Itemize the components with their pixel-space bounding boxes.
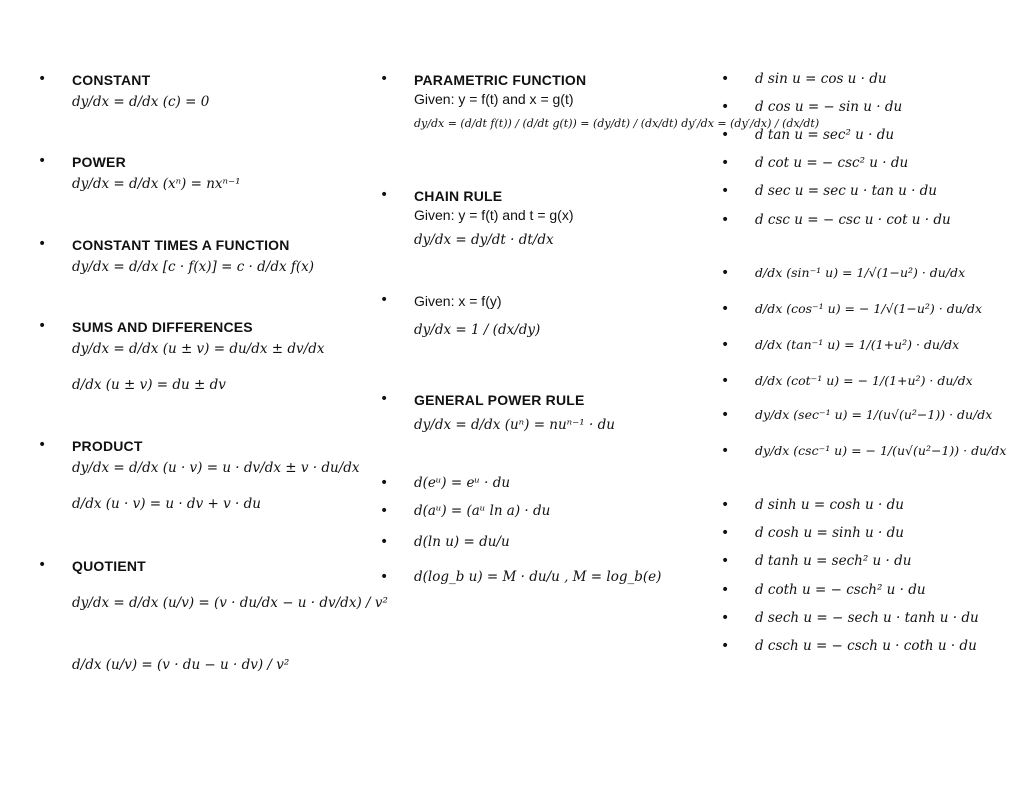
bullet: • xyxy=(721,127,730,143)
formula: d/dx (tan⁻¹ u) = 1/(1+u²) · du/dx xyxy=(755,337,960,352)
bullet: • xyxy=(721,337,730,353)
bullet: • xyxy=(721,99,730,115)
bullet: • xyxy=(38,557,47,573)
given-text: Given: x = f(y) xyxy=(414,293,502,309)
rule-title: PARAMETRIC FUNCTION xyxy=(414,72,587,88)
formula: d(ln u) = du/u xyxy=(414,534,510,550)
formula: d/dx (u/v) = (v · du − u · dv) / v² xyxy=(72,657,290,673)
bullet: • xyxy=(380,187,389,203)
formula: dy/dx (csc⁻¹ u) = − 1/(u√(u²−1)) · du/dx xyxy=(755,443,1007,458)
formula: d csch u = − csch u · coth u · du xyxy=(755,638,977,654)
bullet: • xyxy=(380,503,389,519)
bullet: • xyxy=(721,582,730,598)
bullet: • xyxy=(721,553,730,569)
bullet: • xyxy=(38,153,47,169)
bullet: • xyxy=(721,497,730,513)
rule-title: PRODUCT xyxy=(72,438,143,454)
bullet: • xyxy=(721,373,730,389)
formula: d cos u = − sin u · du xyxy=(755,99,903,115)
formula: d(log_b u) = M · du/u , M = log_b(e) xyxy=(414,569,662,585)
bullet: • xyxy=(721,638,730,654)
formula: d cot u = − csc² u · du xyxy=(755,155,909,171)
formula: dy/dx = d/dx (u ± v) = du/dx ± dv/dx xyxy=(72,341,325,357)
formula: dy/dx = d/dx (u · v) = u · dv/dx ± v · du/dx xyxy=(72,460,360,476)
rule-title: CHAIN RULE xyxy=(414,188,503,204)
formula: d sinh u = cosh u · du xyxy=(755,497,904,513)
formula: d/dx (sin⁻¹ u) = 1/√(1−u²) · du/dx xyxy=(755,265,966,280)
rule-title: QUOTIENT xyxy=(72,558,146,574)
formula: d tanh u = sech² u · du xyxy=(755,553,912,569)
formula: dy/dx = 1 / (dx/dy) xyxy=(414,322,541,338)
bullet: • xyxy=(38,437,47,453)
bullet: • xyxy=(721,301,730,317)
formula: d/dx (u · v) = u · dv + v · du xyxy=(72,496,261,512)
formula: d csc u = − csc u · cot u · du xyxy=(755,212,951,228)
formula: d/dx (cos⁻¹ u) = − 1/√(1−u²) · du/dx xyxy=(755,301,983,316)
bullet: • xyxy=(721,265,730,281)
rule-title: GENERAL POWER RULE xyxy=(414,392,585,408)
formula: d tan u = sec² u · du xyxy=(755,127,895,143)
bullet: • xyxy=(721,407,730,423)
formula: dy/dx = d/dx (xⁿ) = nxⁿ⁻¹ xyxy=(72,176,241,192)
formula: d coth u = − csch² u · du xyxy=(755,582,926,598)
formula: d sech u = − sech u · tanh u · du xyxy=(755,610,979,626)
bullet: • xyxy=(380,534,389,550)
formula: d sec u = sec u · tan u · du xyxy=(755,183,937,199)
formula: d/dx (cot⁻¹ u) = − 1/(1+u²) · du/dx xyxy=(755,373,973,388)
bullet: • xyxy=(721,610,730,626)
rule-title: POWER xyxy=(72,154,126,170)
bullet: • xyxy=(380,71,389,87)
formula: d(eᵘ) = eᵘ · du xyxy=(414,475,511,491)
formula: d/dx (u ± v) = du ± dv xyxy=(72,377,226,393)
bullet: • xyxy=(721,525,730,541)
bullet: • xyxy=(380,292,389,308)
formula: d sin u = cos u · du xyxy=(755,71,887,87)
bullet: • xyxy=(380,475,389,491)
bullet: • xyxy=(380,391,389,407)
formula: dy/dx = d/dx (uⁿ) = nuⁿ⁻¹ · du xyxy=(414,417,615,433)
bullet: • xyxy=(38,318,47,334)
formula: dy/dx = d/dx [c · f(x)] = c · d/dx f(x) xyxy=(72,259,315,275)
bullet: • xyxy=(721,71,730,87)
bullet: • xyxy=(721,212,730,228)
formula: dy/dx = (d/dt f(t)) / (d/dt g(t)) = (dy/dt) / (dx/dt) dy′/dx = (dy′/dx) / (dx/dt) xyxy=(414,117,820,130)
bullet: • xyxy=(721,183,730,199)
rule-title: CONSTANT xyxy=(72,72,151,88)
given-text: Given: y = f(t) and x = g(t) xyxy=(414,91,574,107)
formula: d cosh u = sinh u · du xyxy=(755,525,904,541)
formula: dy/dx = dy/dt · dt/dx xyxy=(414,232,554,248)
bullet: • xyxy=(721,443,730,459)
bullet: • xyxy=(380,569,389,585)
formula: dy/dx = d/dx (u/v) = (v · du/dx − u · dv/dx) / v² xyxy=(72,595,388,611)
formula: dy/dx = d/dx (c) = 0 xyxy=(72,94,210,110)
rule-title: SUMS AND DIFFERENCES xyxy=(72,319,253,335)
formula: dy/dx (sec⁻¹ u) = 1/(u√(u²−1)) · du/dx xyxy=(755,407,993,422)
rule-title: CONSTANT TIMES A FUNCTION xyxy=(72,237,290,253)
bullet: • xyxy=(721,155,730,171)
bullet: • xyxy=(38,71,47,87)
bullet: • xyxy=(38,236,47,252)
formula: d(aᵘ) = (aᵘ ln a) · du xyxy=(414,503,551,519)
given-text: Given: y = f(t) and t = g(x) xyxy=(414,207,574,223)
